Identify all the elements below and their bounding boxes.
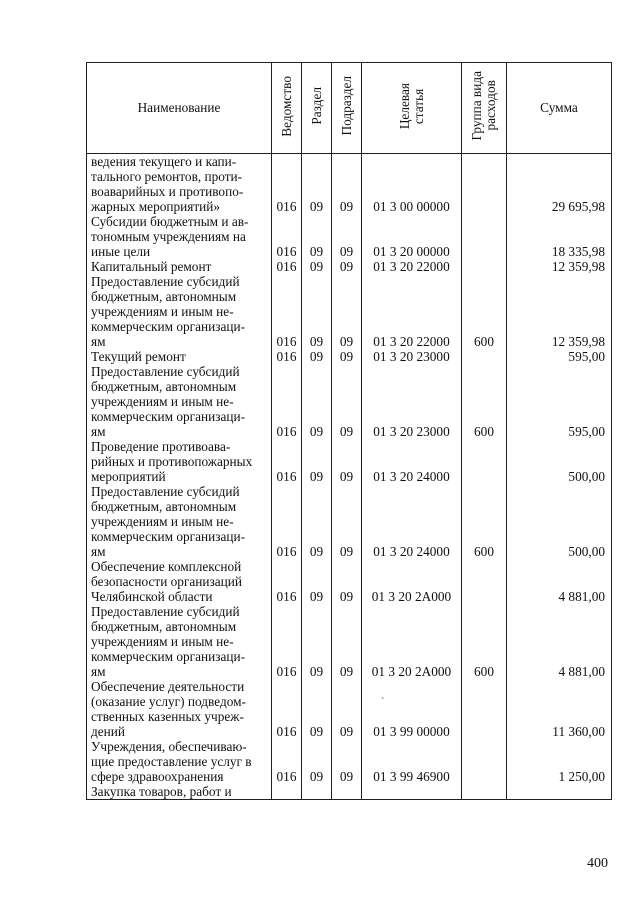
- scan-speck: `: [381, 697, 385, 708]
- row-department: 016: [272, 259, 302, 274]
- table-row: [87, 274, 612, 349]
- header-target-article: Целевая статья: [362, 63, 462, 154]
- row-department: 016: [272, 679, 302, 739]
- row-name: Предоставление субсидий бюджетным, автономным учреждениям и иным не- коммерческим организаци- ям: [87, 484, 272, 559]
- table-row: [87, 679, 612, 739]
- row-department: 016: [272, 214, 302, 259]
- row-subsection: 09: [332, 604, 362, 679]
- row-subsection: 09: [332, 259, 362, 274]
- row-amount: 4 881,00: [507, 559, 612, 604]
- table-row: [87, 559, 612, 604]
- row-amount: 4 881,00: [507, 604, 612, 679]
- row-department: 016: [272, 349, 302, 364]
- row-name: Предоставление субсидий бюджетным, автономным учреждениям и иным не- коммерческим организаци- ям: [87, 604, 272, 679]
- row-target-article: 01 3 20 22000: [362, 259, 462, 274]
- row-target-article: 01 3 99 00000: [362, 679, 462, 739]
- row-expense-group: [462, 679, 507, 739]
- table-row: [87, 214, 612, 259]
- table-row: [87, 364, 612, 439]
- row-section: 09: [302, 739, 332, 784]
- row-section: 09: [302, 439, 332, 484]
- row-department: 016: [272, 739, 302, 784]
- row-expense-group: [462, 259, 507, 274]
- row-section: 09: [302, 484, 332, 559]
- row-section: 09: [302, 274, 332, 349]
- row-target-article: 01 3 99 46900: [362, 739, 462, 784]
- row-name: Учреждения, обеспечиваю- щие предоставление услуг в сфере здравоохранения: [87, 739, 272, 784]
- row-amount: 1 250,00: [507, 739, 612, 784]
- row-name: ведения текущего и капи- тального ремонтов, проти- воаварийных и противопо- жарных мероприятий»: [87, 154, 272, 215]
- row-subsection: 09: [332, 439, 362, 484]
- row-amount: 12 359,98: [507, 259, 612, 274]
- row-name: Капитальный ремонт: [87, 259, 272, 274]
- row-expense-group: [462, 349, 507, 364]
- row-amount: 500,00: [507, 484, 612, 559]
- row-subsection: 09: [332, 739, 362, 784]
- row-subsection: 09: [332, 364, 362, 439]
- table-row: [87, 739, 612, 784]
- row-expense-group: [462, 214, 507, 259]
- row-expense-group: [462, 154, 507, 215]
- table-body: [87, 154, 612, 800]
- row-section: 09: [302, 154, 332, 215]
- row-amount: 18 335,98: [507, 214, 612, 259]
- budget-table: [86, 62, 612, 800]
- row-expense-group: 600: [462, 484, 507, 559]
- row-amount: 595,00: [507, 349, 612, 364]
- row-department: [272, 784, 302, 800]
- row-target-article: 01 3 20 23000: [362, 349, 462, 364]
- row-expense-group: 600: [462, 604, 507, 679]
- header-department: Ведомство: [272, 63, 302, 154]
- row-subsection: 09: [332, 484, 362, 559]
- table-row: [87, 259, 612, 274]
- row-expense-group: [462, 739, 507, 784]
- row-section: 09: [302, 679, 332, 739]
- row-target-article: 01 3 20 24000: [362, 484, 462, 559]
- row-name: Проведение противоава- рийных и противопожарных мероприятий: [87, 439, 272, 484]
- row-target-article: 01 3 20 24000: [362, 439, 462, 484]
- row-amount: 11 360,00: [507, 679, 612, 739]
- row-section: 09: [302, 364, 332, 439]
- row-section: 09: [302, 604, 332, 679]
- header-expense-group: Группа вида расходов: [462, 63, 507, 154]
- row-department: 016: [272, 559, 302, 604]
- table-row: [87, 349, 612, 364]
- row-subsection: 09: [332, 679, 362, 739]
- row-department: 016: [272, 439, 302, 484]
- table-row: [87, 439, 612, 484]
- row-department: 016: [272, 274, 302, 349]
- row-name: Текущий ремонт: [87, 349, 272, 364]
- row-name: Предоставление субсидий бюджетным, автономным учреждениям и иным не- коммерческим организаци- ям: [87, 274, 272, 349]
- row-target-article: 01 3 20 22000: [362, 274, 462, 349]
- row-name: Обеспечение комплексной безопасности организаций Челябинской области: [87, 559, 272, 604]
- row-amount: 500,00: [507, 439, 612, 484]
- row-expense-group: [462, 439, 507, 484]
- row-expense-group: 600: [462, 364, 507, 439]
- table-row: [87, 484, 612, 559]
- row-name: Субсидии бюджетным и ав- тономным учреждениям на иные цели: [87, 214, 272, 259]
- row-name: Обеспечение деятельности (оказание услуг) подведом- ственных казенных учреж- дений: [87, 679, 272, 739]
- row-amount: 595,00: [507, 364, 612, 439]
- header-section: Раздел: [302, 63, 332, 154]
- row-target-article: 01 3 20 2А000: [362, 604, 462, 679]
- table-row: [87, 784, 612, 800]
- table-row: [87, 604, 612, 679]
- row-name: Закупка товаров, работ и: [87, 784, 272, 800]
- row-target-article: 01 3 20 23000: [362, 364, 462, 439]
- row-subsection: 09: [332, 559, 362, 604]
- row-section: 09: [302, 259, 332, 274]
- row-name: Предоставление субсидий бюджетным, автономным учреждениям и иным не- коммерческим организаци- ям: [87, 364, 272, 439]
- row-subsection: 09: [332, 274, 362, 349]
- row-amount: [507, 784, 612, 800]
- row-target-article: 01 3 20 2А000: [362, 559, 462, 604]
- row-subsection: 09: [332, 154, 362, 215]
- row-department: 016: [272, 154, 302, 215]
- header-name: Наименование: [87, 63, 272, 154]
- row-expense-group: [462, 784, 507, 800]
- page-number: 400: [587, 856, 608, 871]
- row-section: [302, 784, 332, 800]
- row-target-article: 01 3 20 00000: [362, 214, 462, 259]
- row-department: 016: [272, 484, 302, 559]
- table-row: [87, 154, 612, 215]
- table-header: [87, 63, 612, 154]
- row-section: 09: [302, 214, 332, 259]
- row-target-article: [362, 784, 462, 800]
- row-amount: 12 359,98: [507, 274, 612, 349]
- header-subsection: Подраздел: [332, 63, 362, 154]
- row-department: 016: [272, 364, 302, 439]
- row-subsection: 09: [332, 349, 362, 364]
- row-section: 09: [302, 559, 332, 604]
- header-amount: Сумма: [507, 63, 612, 154]
- row-target-article: 01 3 00 00000: [362, 154, 462, 215]
- row-amount: 29 695,98: [507, 154, 612, 215]
- row-expense-group: 600: [462, 274, 507, 349]
- row-expense-group: [462, 559, 507, 604]
- row-subsection: [332, 784, 362, 800]
- row-department: 016: [272, 604, 302, 679]
- row-section: 09: [302, 349, 332, 364]
- row-subsection: 09: [332, 214, 362, 259]
